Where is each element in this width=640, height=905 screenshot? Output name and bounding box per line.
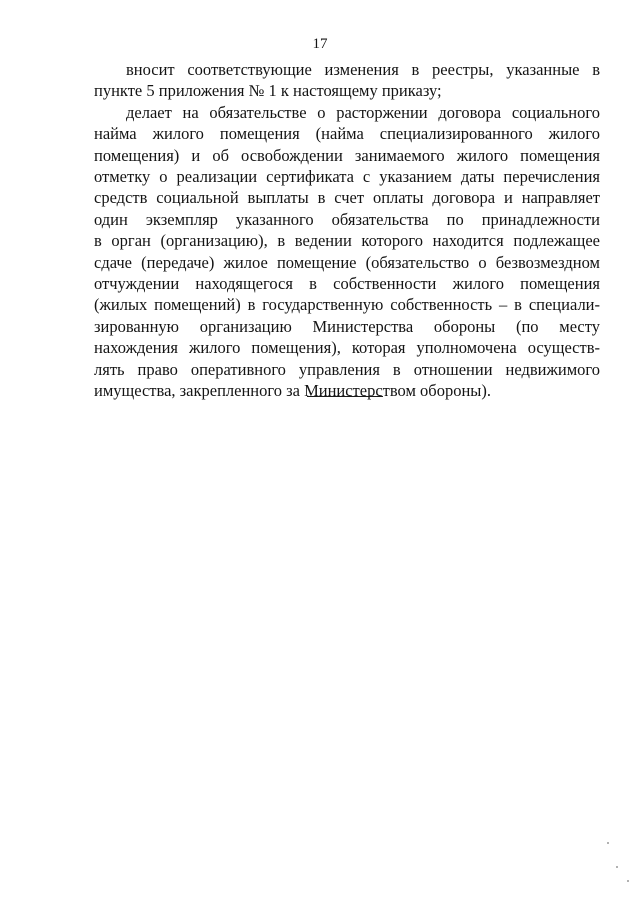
text-line: лять право оперативного управления в отношении недвижимого xyxy=(94,359,600,379)
text-line: помещения) и об освобождении занимаемого жилого помещения xyxy=(94,145,600,165)
text-line: сдаче (передаче) жилое помещение (обязательство о безвозмездном xyxy=(94,252,600,272)
end-of-text-rule xyxy=(307,396,383,397)
page-number: 17 xyxy=(312,36,328,52)
paragraph-registry-changes xyxy=(94,59,600,102)
text-line: один экземпляр указанного обязательства по принадлежности xyxy=(94,209,600,229)
text-line: средств социальной выплаты в счет оплаты договора и направляет xyxy=(94,188,600,208)
scan-speck xyxy=(627,880,629,882)
scan-speck xyxy=(607,842,609,844)
text-line: отметку о реализации сертификата с указанием даты перечисления xyxy=(94,167,600,187)
text-line: в орган (организацию), в ведении которого находится подлежащее xyxy=(94,231,600,251)
text-line: имущества, закрепленного за Министерством обороны). xyxy=(94,381,491,401)
text-line: зированную организацию Министерства обороны (по месту xyxy=(94,316,600,336)
paragraph-obligation-mark xyxy=(94,102,600,402)
text-line: делает на обязательстве о расторжении договора социального xyxy=(126,102,600,122)
text-line: нахождения жилого помещения), которая уполномочена осуществ- xyxy=(94,338,600,358)
document-body xyxy=(94,59,600,402)
text-line: вносит соответствующие изменения в реестры, указанные в xyxy=(126,60,600,79)
text-line: найма жилого помещения (найма специализированного жилого xyxy=(94,124,600,144)
text-line: отчуждении находящегося в собственности жилого помещения xyxy=(94,274,600,294)
text-line: (жилых помещений) в государственную собственность – в специали- xyxy=(94,295,600,315)
scan-speck xyxy=(616,866,618,868)
text-line: пункте 5 приложения № 1 к настоящему приказу; xyxy=(94,81,442,101)
